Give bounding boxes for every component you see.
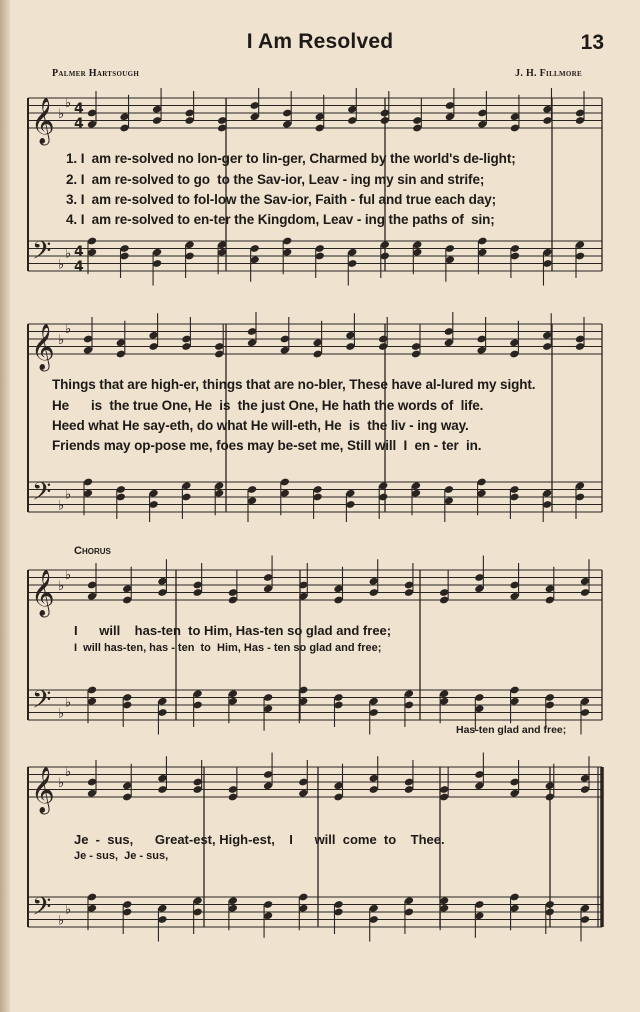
chorus-line-1-bass: I will has-ten, has - ten to Him, Has - ten so glad and free;	[74, 642, 382, 654]
flat-icon: ♭	[65, 695, 72, 711]
flat-icon: ♭	[58, 107, 65, 122]
flat-icon: ♭	[58, 579, 65, 594]
flat-icon: ♭	[58, 706, 65, 722]
flat-icon: ♭	[65, 321, 72, 337]
flat-icon: ♭	[58, 257, 65, 273]
time-signature-digit: 4	[74, 244, 84, 260]
treble-clef-icon: 𝄞	[31, 98, 55, 144]
verse-line-3: 3. I am re-solved to fol-low the Sav-ior, Faith - ful and true each day;	[66, 192, 497, 207]
treble-clef-icon: 𝄞	[31, 570, 55, 616]
flat-icon: ♭	[58, 498, 65, 514]
verse-line-7: Heed what He say-eth, do what He will-eth, He is the liv - ing way.	[52, 418, 469, 433]
bass-clef-icon: 𝄢	[32, 892, 52, 928]
verse-line-8: Friends may op-pose me, foes may be-set me, Still will I en - ter in.	[52, 438, 482, 453]
chorus-line-2-soprano: Je - sus, Great-est, High-est, I will come to Thee.	[74, 832, 445, 847]
verse-line-1: 1. I am re-solved no lon-ger to lin-ger, Charmed by the world's de-light;	[66, 151, 516, 166]
chorus-bass-tail: Has-ten glad and free;	[456, 724, 567, 736]
hymn-title: I Am Resolved	[246, 30, 394, 53]
bass-clef-icon: 𝄢	[32, 685, 52, 721]
flat-icon: ♭	[65, 764, 72, 780]
flat-icon: ♭	[58, 913, 65, 929]
flat-icon: ♭	[65, 567, 72, 583]
flat-icon: ♭	[58, 776, 65, 791]
lyricist-credit: Palmer Hartsough	[52, 68, 140, 79]
verse-line-4: 4. I am re-solved to en-ter the Kingdom, Leav - ing the paths of sin;	[66, 212, 495, 227]
bass-clef-icon: 𝄢	[32, 477, 52, 513]
treble-clef-icon: 𝄞	[31, 324, 55, 370]
time-signature-digit: 4	[74, 101, 84, 117]
flat-icon: ♭	[65, 902, 72, 918]
chorus-label: Chorus	[74, 545, 111, 557]
verse-line-5: Things that are high-er, things that are no-bler, These have al-lured my sight.	[52, 377, 536, 392]
system-1	[0, 88, 640, 288]
time-signature-digit: 4	[74, 116, 84, 132]
flat-icon: ♭	[65, 487, 72, 503]
page-number: 13	[580, 31, 604, 54]
time-signature-digit: 4	[74, 259, 84, 275]
system-2	[0, 312, 640, 522]
flat-icon: ♭	[58, 333, 65, 348]
verse-line-6: He is the true One, He is the just One, He hath the words of life.	[52, 398, 484, 413]
treble-clef-icon: 𝄞	[31, 767, 55, 813]
bass-clef-icon: 𝄢	[32, 236, 52, 272]
flat-icon: ♭	[65, 246, 72, 262]
chorus-line-1-soprano: I will has-ten to Him, Has-ten so glad and free;	[74, 623, 392, 638]
verse-line-2: 2. I am re-solved to go to the Sav-ior, Leav - ing my sin and strife;	[66, 172, 485, 187]
flat-icon: ♭	[65, 95, 72, 111]
composer-credit: J. H. Fillmore	[515, 68, 582, 79]
chorus-line-2-bass: Je - sus, Je - sus,	[74, 850, 169, 862]
